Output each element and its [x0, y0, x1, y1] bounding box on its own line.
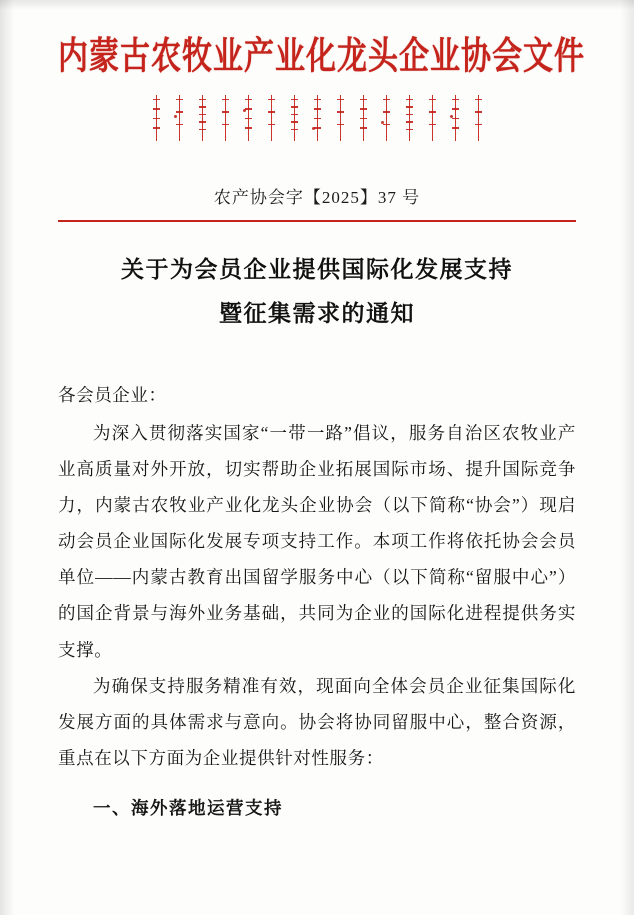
mongolian-stem: [202, 95, 204, 141]
mongolian-tick: [383, 124, 390, 126]
mongolian-tick: [199, 129, 206, 131]
mongolian-dot: [312, 127, 315, 130]
mongolian-tick: [291, 121, 298, 123]
mongolian-glyph: [383, 95, 390, 141]
mongolian-tick: [314, 99, 321, 101]
mongolian-dot: [243, 109, 246, 112]
mongolian-tick: [314, 108, 321, 110]
mongolian-glyph: [360, 95, 367, 141]
mongolian-tick: [406, 129, 413, 131]
mongolian-tick: [406, 106, 413, 108]
page-title: [58, 248, 576, 338]
mongolian-dot: [381, 121, 384, 124]
mongolian-glyph: [268, 95, 275, 141]
mongolian-stem: [340, 95, 342, 141]
mongolian-tick: [475, 111, 482, 113]
mongolian-tick: [429, 111, 436, 113]
mongolian-stem: [432, 95, 434, 141]
mongolian-tick: [406, 114, 413, 116]
mongolian-tick: [291, 106, 298, 108]
mongolian-stem: [294, 95, 296, 141]
mongolian-tick: [199, 121, 206, 123]
mongolian-glyph: [176, 95, 183, 141]
mongolian-glyph: [199, 95, 206, 141]
mongolian-tick: [337, 111, 344, 113]
mongolian-stem: [271, 95, 273, 141]
mongolian-tick: [475, 124, 482, 126]
mongolian-stem: [179, 95, 181, 141]
masthead: [58, 0, 585, 149]
mongolian-tick: [176, 99, 183, 101]
mongolian-tick: [360, 118, 367, 120]
mongolian-tick: [291, 99, 298, 101]
mongolian-tick: [429, 99, 436, 101]
mongolian-glyph: [153, 95, 160, 141]
mongolian-dot: [174, 115, 177, 118]
mongolian-tick: [176, 111, 183, 113]
mongolian-stem: [386, 95, 388, 141]
mongolian-tick: [406, 99, 413, 101]
mongolian-tick: [475, 99, 482, 101]
mongolian-tick: [153, 127, 160, 129]
mongolian-tick: [383, 99, 390, 101]
mongolian-tick: [291, 114, 298, 116]
page-edge-shadow-left: [0, 0, 14, 915]
mongolian-tick: [222, 124, 229, 126]
mongolian-tick: [222, 111, 229, 113]
title-line-2: 暨征集需求的通知: [219, 301, 415, 327]
mongolian-tick: [314, 127, 321, 129]
mongolian-glyph: [452, 95, 459, 141]
paragraph-1: 为深入贯彻落实国家“一带一路”倡议，服务自治区农牧业产业高质量对外开放，切实帮助企业拓展国际市场、提升国际竞争力，内蒙古农牧业产业化龙头企业协会（以下简称“协会”）现启动会员企业国际化发展专项支持工作。本项工作将依托协会会员单位——内蒙古教育出国留学服务中心（以下简称“留服中心”）的国企背景与海外业务基础，共同为企业的国际化进程提供务实支撑。: [58, 423, 576, 660]
mongolian-tick: [291, 129, 298, 131]
mongolian-glyph: [314, 95, 321, 141]
mongolian-tick: [337, 99, 344, 101]
mongolian-tick: [383, 111, 390, 113]
mongolian-tick: [245, 108, 252, 110]
mongolian-glyph: [475, 95, 482, 141]
mongolian-glyph: [337, 95, 344, 141]
document-body: [58, 377, 576, 826]
mongolian-tick: [153, 99, 160, 101]
mongolian-dot: [450, 115, 453, 118]
mongolian-stem: [409, 95, 411, 141]
paragraph-2: 为确保支持服务精准有效，现面向全体会员企业征集国际化发展方面的具体需求与意向。协会将协同留服中心，整合资源，重点在以下方面为企业提供针对性服务：: [58, 675, 576, 768]
mongolian-tick: [268, 99, 275, 101]
mongolian-stem: [478, 95, 480, 141]
mongolian-tick: [452, 108, 459, 110]
mongolian-tick: [153, 118, 160, 120]
mongolian-tick: [406, 121, 413, 123]
document-number: 农产协会字【2025】37 号: [213, 187, 421, 207]
mongolian-glyph: [429, 95, 436, 141]
organization-title: 内蒙古农牧业产业化龙头企业协会文件: [58, 36, 585, 78]
mongolian-tick: [245, 118, 252, 120]
mongolian-tick: [452, 118, 459, 120]
mongolian-tick: [268, 124, 275, 126]
section-heading-1: 一、海外落地运营支持: [93, 797, 283, 818]
mongolian-glyph: [406, 95, 413, 141]
red-separator-line: [58, 220, 576, 222]
mongolian-tick: [245, 99, 252, 101]
mongolian-tick: [268, 111, 275, 113]
mongolian-glyph: [245, 95, 252, 141]
mongolian-tick: [452, 127, 459, 129]
mongolian-tick: [222, 99, 229, 101]
mongolian-tick: [337, 124, 344, 126]
mongolian-tick: [429, 124, 436, 126]
mongolian-glyph: [222, 95, 229, 141]
mongolian-tick: [452, 99, 459, 101]
mongolian-tick: [199, 106, 206, 108]
title-line-1: 关于为会员企业提供国际化发展支持: [121, 256, 513, 282]
mongolian-tick: [360, 99, 367, 101]
mongolian-glyph: [291, 95, 298, 141]
mongolian-tick: [245, 127, 252, 129]
salutation: 各会员企业：: [58, 385, 167, 406]
mongolian-tick: [199, 99, 206, 101]
mongolian-tick: [153, 108, 160, 110]
mongolian-tick: [314, 118, 321, 120]
mongolian-stem: [225, 95, 227, 141]
page-edge-shadow-right: [620, 0, 634, 915]
mongolian-tick: [199, 114, 206, 116]
mongolian-tick: [360, 108, 367, 110]
mongolian-script-line: [58, 95, 576, 149]
mongolian-tick: [360, 127, 367, 129]
mongolian-tick: [176, 124, 183, 126]
